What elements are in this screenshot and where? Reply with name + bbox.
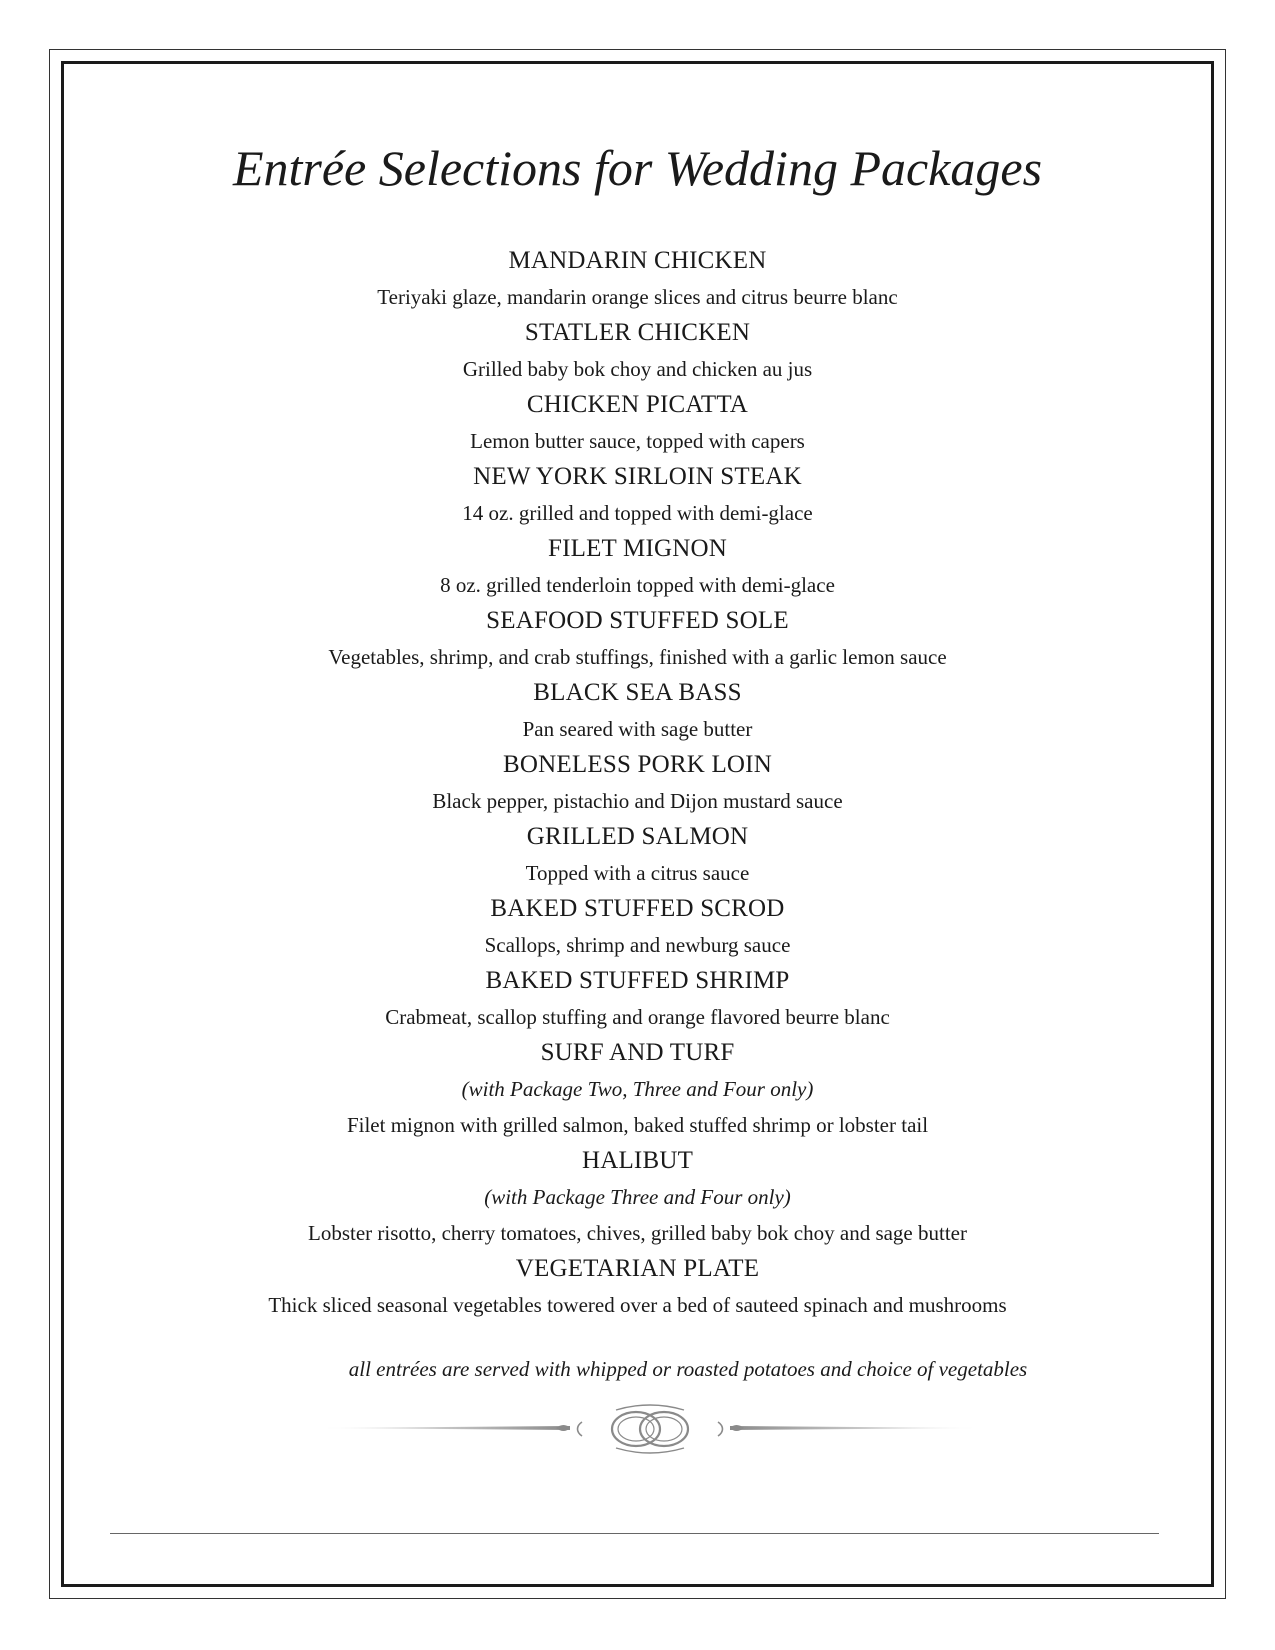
entree-description: Grilled baby bok choy and chicken au jus <box>462 357 813 381</box>
entree-description: Thick sliced seasonal vegetables towered over a bed of sauteed spinach and mushrooms <box>268 1293 1007 1317</box>
page-title: Entrée Selections for Wedding Packages <box>232 140 1043 196</box>
entree-item <box>0 243 1275 315</box>
decorative-divider-icon <box>320 1402 980 1454</box>
entree-description: Filet mignon with grilled salmon, baked stuffed shrimp or lobster tail <box>346 1113 929 1137</box>
entree-item <box>0 819 1275 891</box>
entree-name: FILET MIGNON <box>547 535 727 562</box>
entree-description: Vegetables, shrimp, and crab stuffings, finished with a garlic lemon sauce <box>328 645 947 669</box>
entree-description: Lobster risotto, cherry tomatoes, chives, grilled baby bok choy and sage butter <box>308 1221 967 1245</box>
entree-item <box>0 315 1275 387</box>
entree-name: BAKED STUFFED SCROD <box>490 895 785 922</box>
entree-item <box>0 1251 1275 1323</box>
entree-item <box>0 747 1275 819</box>
entree-name: BLACK SEA BASS <box>533 679 742 706</box>
entree-description: 8 oz. grilled tenderloin topped with demi-glace <box>440 573 835 597</box>
entree-description: Scallops, shrimp and newburg sauce <box>484 933 791 957</box>
serving-footnote: all entrées are served with whipped or roasted potatoes and choice of vegetables <box>348 1357 1028 1381</box>
entree-name: HALIBUT <box>581 1147 694 1174</box>
entree-item <box>0 1143 1275 1251</box>
entree-item <box>0 963 1275 1035</box>
entree-item <box>0 459 1275 531</box>
entree-item <box>0 1035 1275 1143</box>
entree-item <box>0 891 1275 963</box>
entree-name: STATLER CHICKEN <box>524 319 751 346</box>
entree-description: Pan seared with sage butter <box>522 717 753 741</box>
entree-name: BONELESS PORK LOIN <box>503 751 772 778</box>
entree-name: CHICKEN PICATTA <box>526 391 749 418</box>
bottom-divider <box>110 1533 1159 1534</box>
entree-item <box>0 531 1275 603</box>
entree-item <box>0 675 1275 747</box>
entree-item <box>0 603 1275 675</box>
entree-list <box>0 243 1275 1323</box>
entree-description: Topped with a citrus sauce <box>525 861 750 885</box>
entree-name: BAKED STUFFED SHRIMP <box>485 967 790 994</box>
entree-description: Lemon butter sauce, topped with capers <box>470 429 805 453</box>
entree-name: MANDARIN CHICKEN <box>508 247 767 274</box>
entree-name: SURF AND TURF <box>540 1039 735 1066</box>
entree-package-note: (with Package Three and Four only) <box>484 1185 791 1209</box>
entree-description: Crabmeat, scallop stuffing and orange flavored beurre blanc <box>385 1005 890 1029</box>
entree-item <box>0 387 1275 459</box>
entree-name: SEAFOOD STUFFED SOLE <box>486 607 789 634</box>
entree-name: NEW YORK SIRLOIN STEAK <box>473 463 802 490</box>
entree-name: VEGETARIAN PLATE <box>515 1255 760 1282</box>
entree-description: Teriyaki glaze, mandarin orange slices and citrus beurre blanc <box>377 285 898 309</box>
entree-description: Black pepper, pistachio and Dijon mustard sauce <box>432 789 843 813</box>
entree-package-note: (with Package Two, Three and Four only) <box>461 1077 814 1101</box>
entree-description: 14 oz. grilled and topped with demi-glace <box>462 501 813 525</box>
entree-name: GRILLED SALMON <box>526 823 749 850</box>
